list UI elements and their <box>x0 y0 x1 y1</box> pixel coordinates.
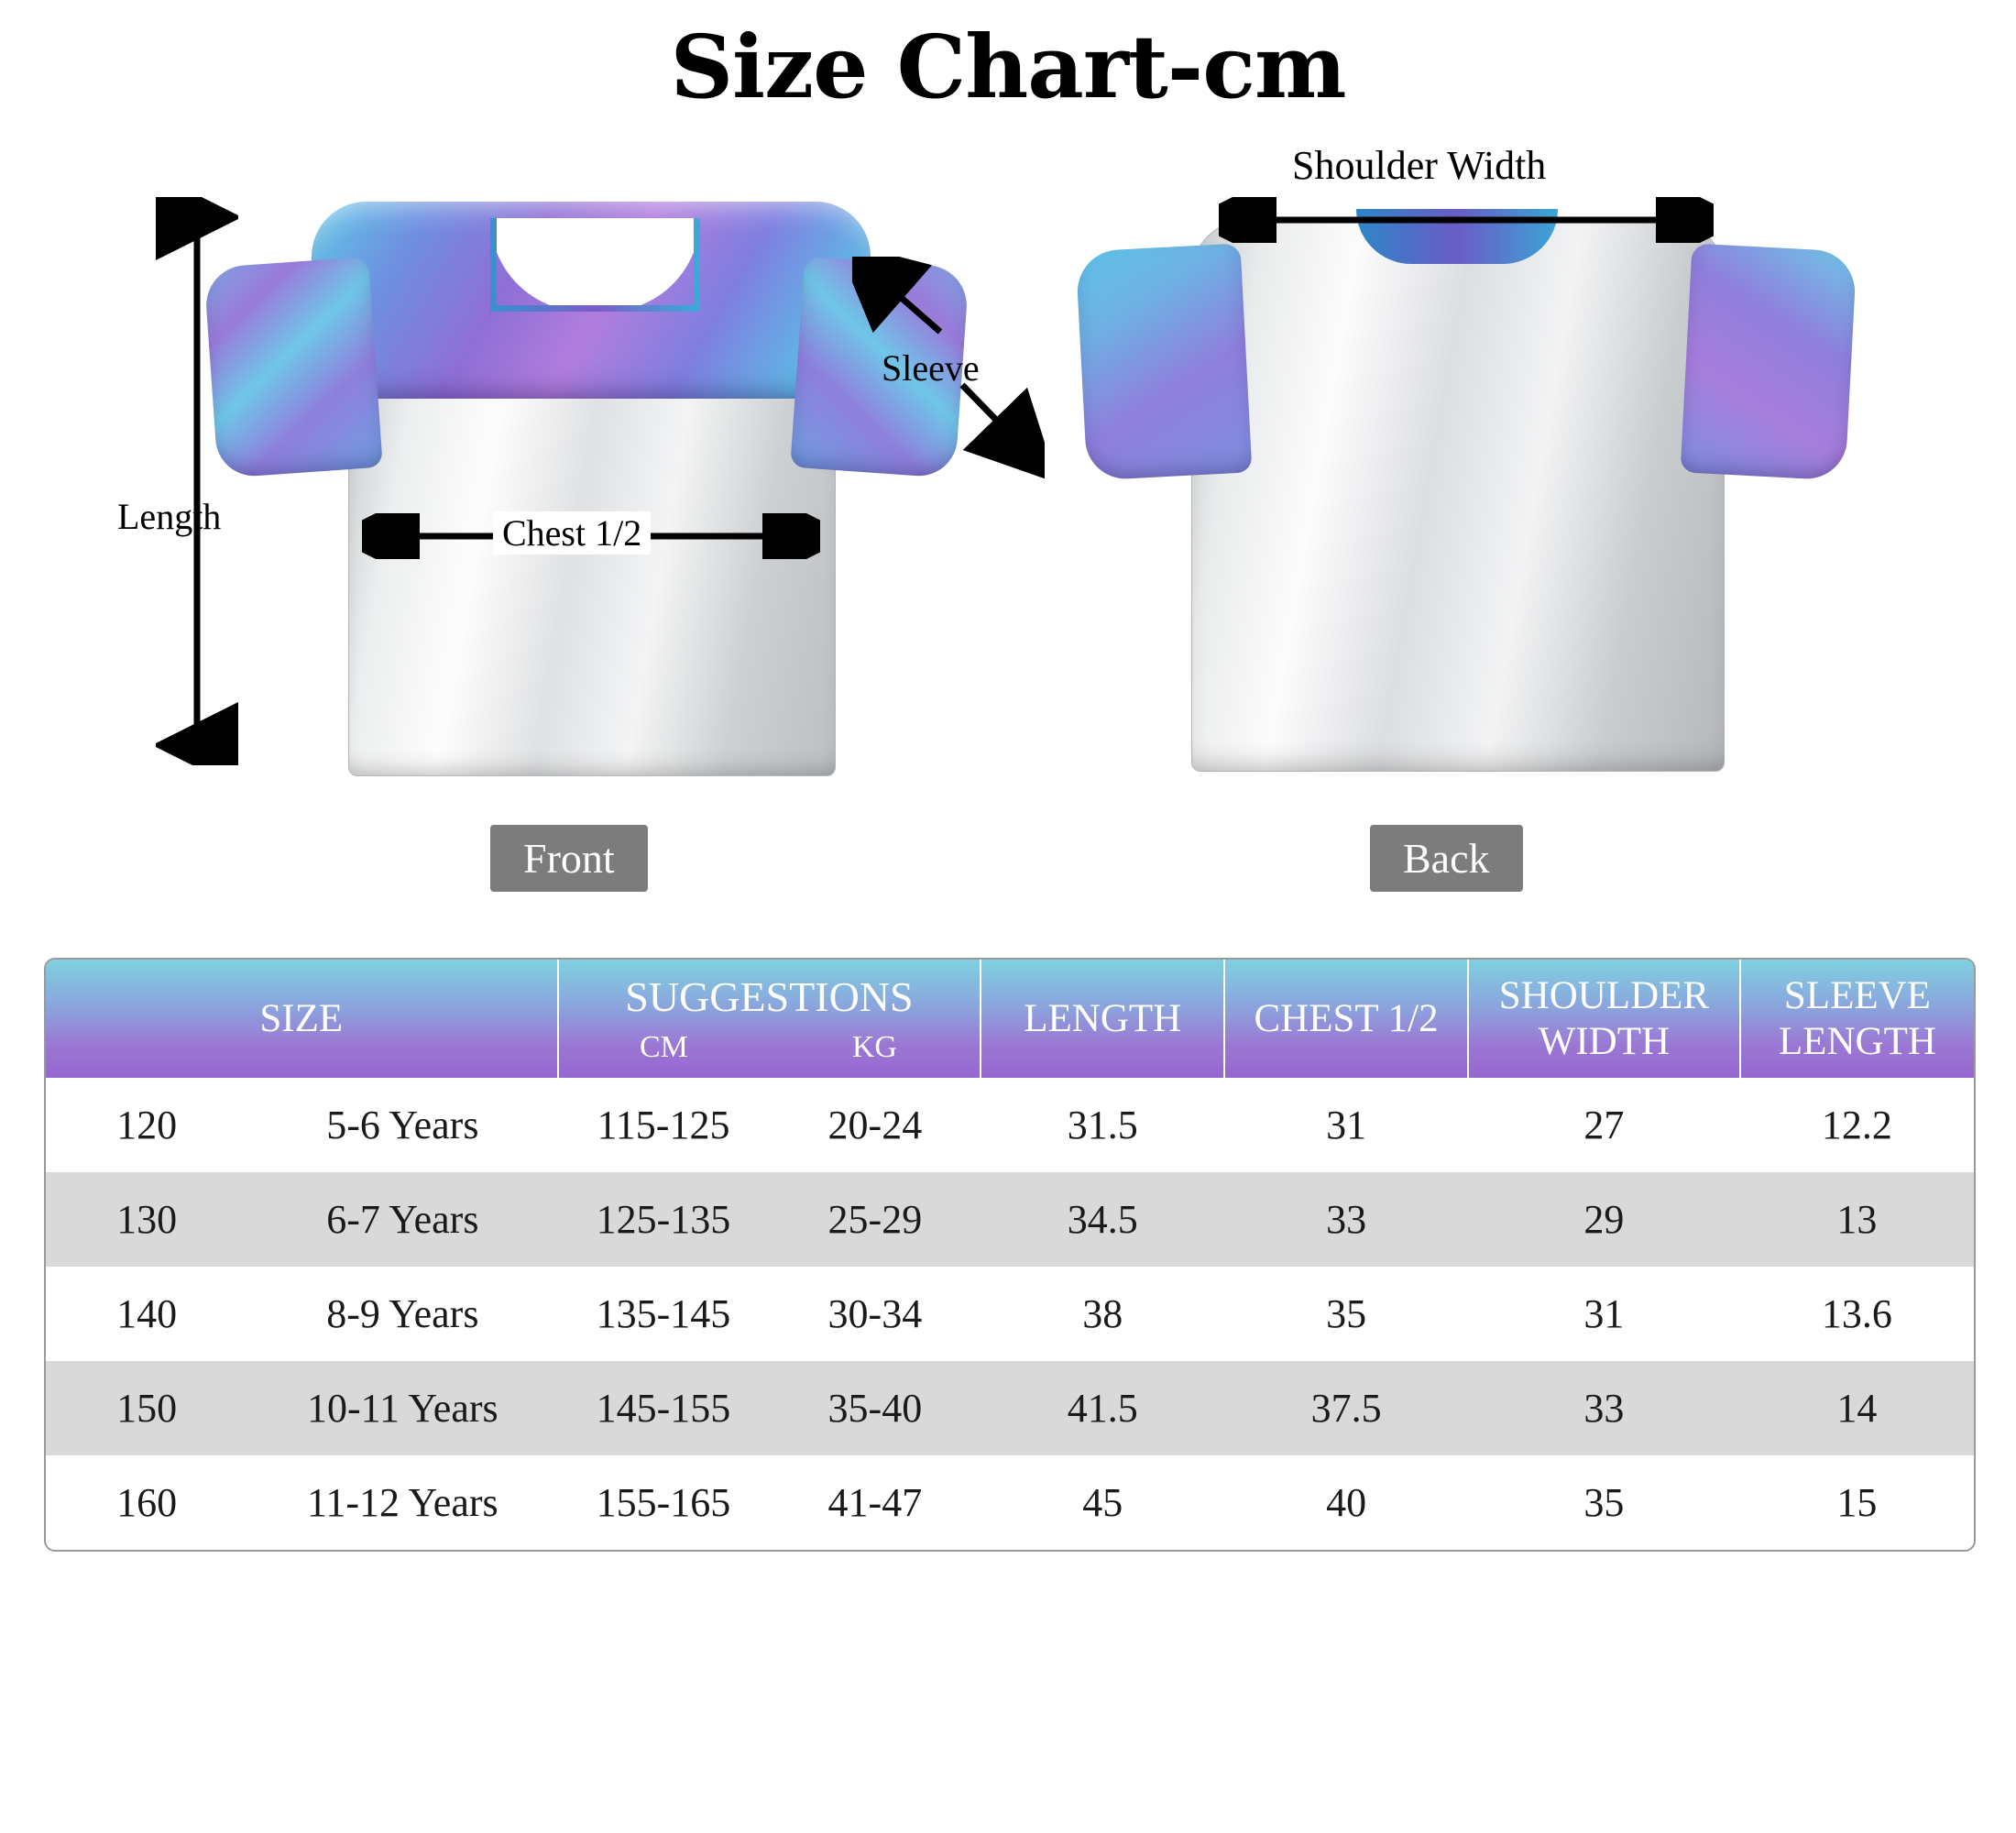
table-row <box>46 1267 1974 1361</box>
header-suggestions <box>558 960 981 1078</box>
cell-chest: 31 <box>1326 1103 1367 1147</box>
front-yoke <box>211 174 962 449</box>
cell-cm: 115-125 <box>597 1103 730 1147</box>
cell-age: 10-11 Years <box>307 1386 499 1431</box>
cell-shoulder: 27 <box>1583 1103 1625 1147</box>
cell-length: 34.5 <box>1067 1197 1138 1242</box>
cell-shoulder: 33 <box>1583 1386 1625 1431</box>
table-row <box>46 1078 1974 1172</box>
cell-kg: 30-34 <box>827 1291 923 1336</box>
header-chest-half: CHEST 1/2 <box>1224 960 1468 1078</box>
header-suggestions-title: SUGGESTIONS <box>625 973 914 1020</box>
size-table <box>46 960 1974 1550</box>
cell-chest: 40 <box>1326 1480 1367 1525</box>
cell-length: 38 <box>1082 1291 1123 1336</box>
header-suggestions-kg: KG <box>851 1030 897 1064</box>
header-sleeve-length-line1: SLEEVE <box>1783 974 1931 1018</box>
cell-cm: 125-135 <box>596 1197 731 1242</box>
cell-chest: 33 <box>1326 1197 1367 1242</box>
back-garment-image <box>1081 165 1851 843</box>
cell-length: 41.5 <box>1067 1386 1138 1431</box>
cell-age: 11-12 Years <box>307 1480 499 1525</box>
cell-shoulder: 35 <box>1583 1480 1625 1525</box>
front-garment-image <box>211 174 962 843</box>
cell-chest: 35 <box>1326 1291 1367 1336</box>
header-sleeve-length <box>1740 960 1974 1078</box>
table-row <box>46 1172 1974 1267</box>
chest-half-label: Chest 1/2 <box>493 511 651 554</box>
cell-sleeve: 12.2 <box>1821 1103 1892 1147</box>
sleeve-label: Sleeve <box>882 347 980 389</box>
header-shoulder-width <box>1468 960 1740 1078</box>
cell-kg: 41-47 <box>827 1480 923 1525</box>
header-size: SIZE <box>46 960 558 1078</box>
header-sleeve-length-line2: LENGTH <box>1778 1019 1936 1063</box>
cell-kg: 25-29 <box>827 1197 923 1242</box>
back-left-sleeve <box>1076 243 1253 480</box>
header-length: LENGTH <box>981 960 1224 1078</box>
cell-shoulder: 29 <box>1583 1197 1625 1242</box>
cell-sleeve: 13 <box>1836 1197 1878 1242</box>
cell-sleeve: 14 <box>1836 1386 1878 1431</box>
header-shoulder-width-line1: SHOULDER <box>1498 974 1710 1018</box>
cell-length: 45 <box>1082 1480 1123 1525</box>
header-shoulder-width-line2: WIDTH <box>1538 1019 1671 1063</box>
cell-size: 130 <box>116 1197 178 1242</box>
cell-cm: 155-165 <box>596 1480 731 1525</box>
cell-length: 31.5 <box>1067 1103 1138 1147</box>
length-arrow-icon <box>156 197 238 765</box>
cell-cm: 135-145 <box>596 1291 731 1336</box>
cell-age: 6-7 Years <box>326 1197 479 1242</box>
size-table-container <box>44 958 1976 1552</box>
size-table-body <box>46 1078 1974 1550</box>
back-right-sleeve <box>1681 243 1857 480</box>
header-suggestions-cm: CM <box>640 1030 688 1064</box>
cell-size: 150 <box>116 1386 178 1431</box>
cell-kg: 35-40 <box>827 1386 923 1431</box>
shoulder-width-arrow-icon <box>1219 197 1714 243</box>
length-label: Length <box>117 496 222 537</box>
cell-age: 5-6 Years <box>326 1103 479 1147</box>
cell-sleeve: 15 <box>1836 1480 1878 1525</box>
cell-shoulder: 31 <box>1583 1291 1625 1336</box>
cell-size: 140 <box>116 1291 178 1336</box>
shoulder-width-label: Shoulder Width <box>1292 143 1547 188</box>
cell-kg: 20-24 <box>827 1103 923 1147</box>
garment-illustration <box>0 143 2016 935</box>
front-view-badge: Front <box>490 825 648 892</box>
size-table-head <box>46 960 1974 1078</box>
back-torso <box>1191 220 1725 772</box>
cell-cm: 145-155 <box>596 1386 731 1431</box>
table-row <box>46 1361 1974 1455</box>
cell-size: 120 <box>116 1103 178 1147</box>
table-row <box>46 1455 1974 1550</box>
page-title: Size Chart-cm <box>670 16 1346 118</box>
cell-age: 8-9 Years <box>326 1291 479 1336</box>
cell-size: 160 <box>116 1480 178 1525</box>
cell-sleeve: 13.6 <box>1821 1291 1892 1336</box>
back-view-badge: Back <box>1370 825 1523 892</box>
table-header-row <box>46 960 1974 1078</box>
cell-chest: 37.5 <box>1310 1386 1382 1431</box>
